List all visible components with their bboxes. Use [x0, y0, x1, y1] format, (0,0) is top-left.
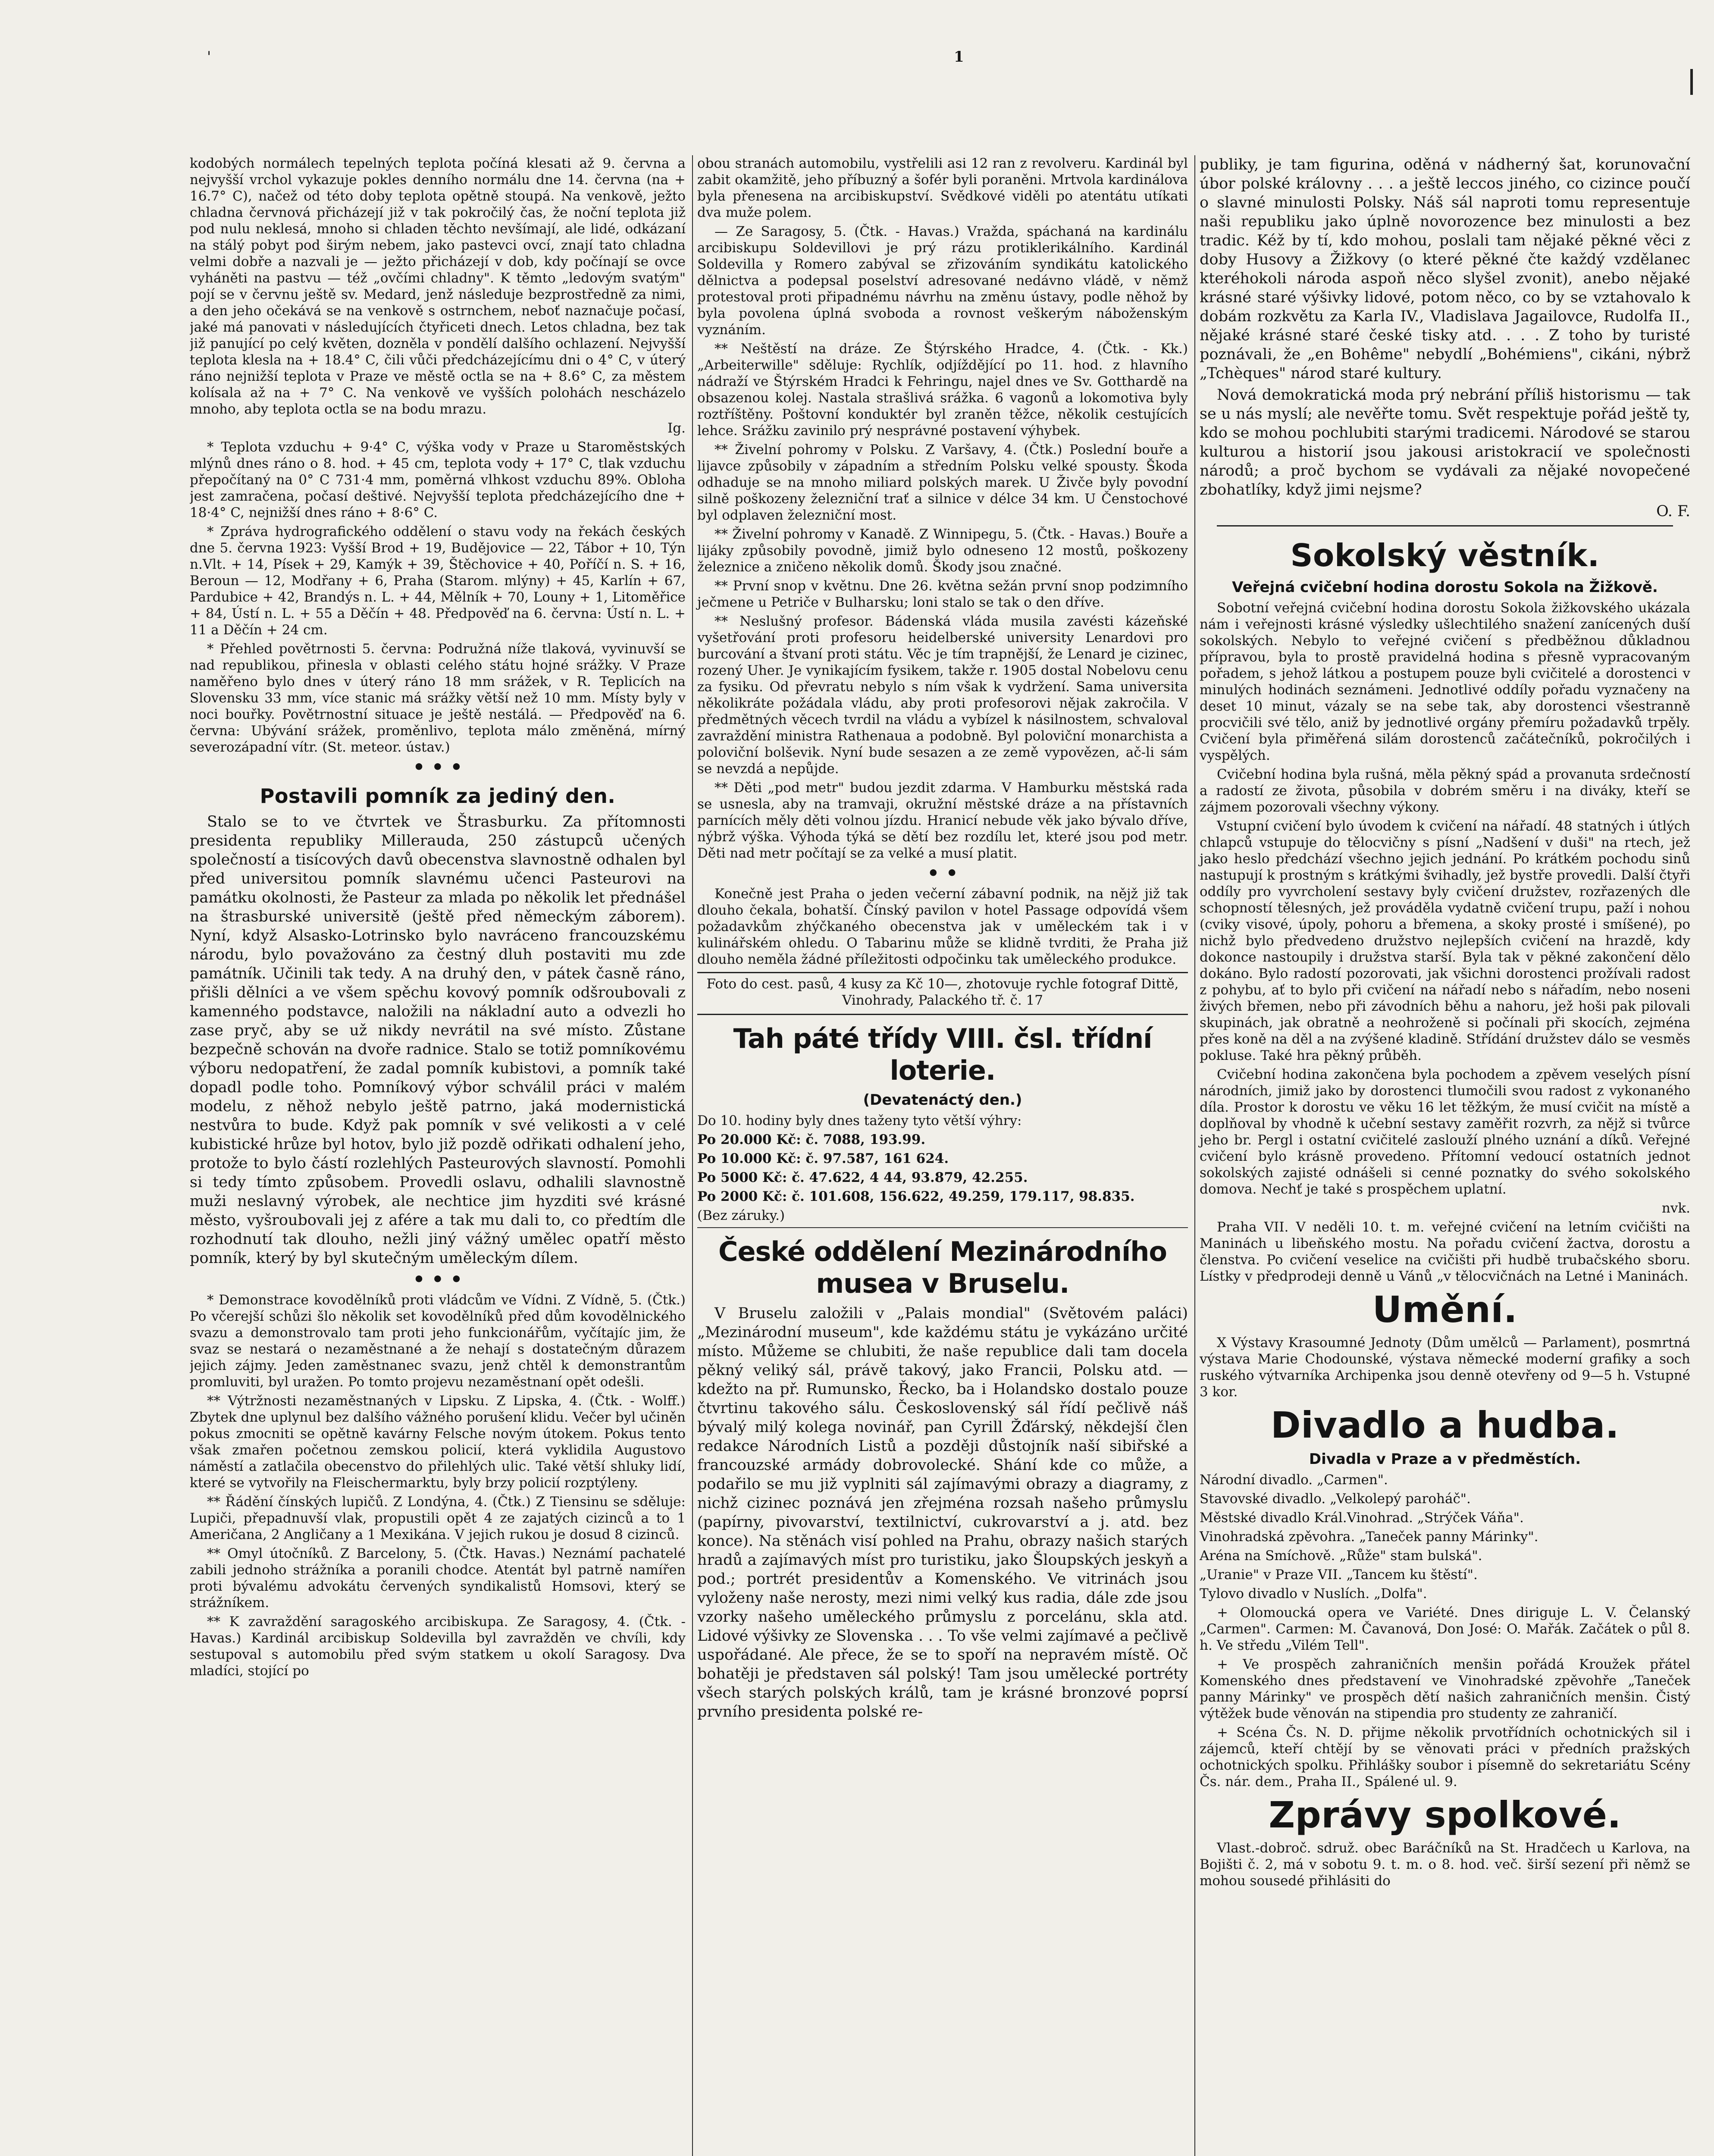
- headline-museum: České oddělení Mezinárodního musea v Bruselu.: [718, 1236, 1167, 1299]
- separator-stars: • • •: [413, 1269, 463, 1291]
- weather-overview: * Přehled povětrnosti 5. června: Podružná níže tlaková, vyvinuvší se nad republikou, přinesla v oblasti celého státu hojné srážky. V Praze naměřeno bylo dnes v úterý ráno 18 mm srážek, v R. Teplicích na Slovensku 33 mm, více stanic má srážky větší než 10 mm. Místy byly v noci bouřky. Povětrnostní situace je ještě nestálá. — Předpověď na 6. června: Ubývání srážek, proměnlivo, teplota málo změněná, mírný severozápadní vítr. (St. meteor. ústav.): [190, 641, 686, 755]
- hamburg-children: ** Děti „pod metr" budou jezdit zdarma. V Hamburku městská rada se usnesla, aby na tramvaji, okružní městské dráze a na přístavních parnících měly děti volnou jízdu. Hranicí nebude věk jako bývalo dříve, nýbrž výška. Výhoda týká se dětí bez rozdílu let, které jsou pod metr. Děti nad metr počítají se za velké a musí platit.: [697, 780, 1188, 861]
- headline-clubs: Zprávy spolkové.: [1269, 1794, 1621, 1836]
- column-3: [1194, 155, 1690, 2156]
- newspaper-page: [190, 155, 1690, 2156]
- sokol-paragraph: Vstupní cvičení bylo úvodem k cvičení na nářadí. 48 statných i útlých chlapců vstupuje do tělocvičny s písní „Nadšení v duši" na rtech, jež jako heslo předchází všechno jejich jednání. Po krátkém pochodu sinů nastupují k prostným s krátkými švihadly, jež bystře provedli. Další čtyři oddíly pro vyvrcholení sestavy byly cvičení družstev, rozřazených dle schopností tělesných, jež prováděla vydatně cvičení trupu, paží i nohou (cviky visové, úpoly, pohoru a břemena, a skoky prosté i smíšené), po nichž bylo předvedeno družstvo nejlepších cvičení na hrazdě, kdy dokonce nastoupily i družstva starší. Byla tak v pěkné zakončení dělo dokáno. Bylo radostí pozorovati, jak všichni dorostenci prožívali radost z pohybu, ať to bylo při cvičení na nářadí nebo s nářadím, nebo noseni živých břemen, nebo při závodních běhu a nahoru, jež hoši pak pilovali skupinách, jak obratně a neohroženě si počínali při skocích, zejména přes koně na děl a na zvýšené kladině. Střídání družstev dálo se vesměs pokluse. Také hra pěkný průběh.: [1200, 818, 1690, 1063]
- right-edge-mark: [1690, 69, 1693, 95]
- vienna-demonstration: * Demonstrace kovodělníků proti vládcům ve Vídni. Z Vídně, 5. (Čtk.) Po včerejší schůzi šlo několik set kovodělníků před dům kovodělnického svazu a demonstrovalo tam proti jeho funkcionářům, vyčítajíc jim, že svaz se nestará o nezaměstnané a že nehají s dostatečným důrazem jejich zájmy. Jeden zaměstnanec svazu, jenž chtěl k demonstrantům promluviti, byl uražen. Po tomto projevu nezaměstnaní opět odešli.: [190, 1292, 686, 1390]
- theatre-row: Národní divadlo. „Carmen".: [1200, 1472, 1388, 1488]
- divider: [697, 1227, 1188, 1228]
- theatre-row: Tylovo divadlo v Nuslích. „Dolfa".: [1200, 1586, 1427, 1601]
- theatre-row: Aréna na Smíchově. „Růže" stam bulská".: [1200, 1548, 1482, 1564]
- theatre-row: Městské divadlo Král.Vinohrad. „Strýček Váňa".: [1200, 1510, 1524, 1526]
- headline-theatre: Divadlo a hudba.: [1270, 1404, 1620, 1446]
- lottery-row: Po 2000 Kč: č. 101.608, 156.622, 49.259, 179.117, 98.835.: [697, 1189, 1135, 1204]
- canada-disaster: ** Živelní pohromy v Kanadě. Z Winnipegu, 5. (Čtk. - Havas.) Bouře a lijáky způsobily povodně, jimiž bylo odneseno 12 mostů, poškozeny železnice a zničeno několik domů. Škody jsou značné.: [697, 526, 1188, 575]
- chinese-robbers: ** Řádění čínských lupičů. Z Londýna, 4. (Čtk.) Z Tiensinu se sděluje: Lupiči, přepadnuvší vlak, propustili opět 4 ze zajatých cizinců a to 1 Američana, 2 Angličany a 1 Mexikána. V jejich rukou je dosud 8 cizinců.: [190, 1494, 686, 1542]
- theatre-row: „Uranie" v Praze VII. „Tancem ku štěstí".: [1200, 1567, 1478, 1583]
- archbishop-murder: ** K zavraždění saragoského arcibiskupa. Ze Saragosy, 4. (Čtk. - Havas.) Kardinál arcibiskup Soldevilla byl zavražděn ve chvíli, kdy sestupoval s automobilu před svým statkem u okolí Saragosy. Dva mladíci, stojící po: [190, 1614, 686, 1679]
- museum-signature: O. F.: [1656, 503, 1690, 520]
- weather-signature: Ig.: [667, 420, 686, 436]
- air-temperature-report: * Teplota vzduchu + 9·4° C, výška vody v Praze u Staroměstských mlýnů dnes ráno o 8. hod. + 45 cm, teplota vody + 17° C, tlak vzduchu přepočítaný na 0° C 731·4 mm, poměrná vlhkost vzduchu 89%. Obloha jest zamračena, počasí deštivé. Nejvyšší teplota předcházejícího dne + 18·4° C, nejnižší dnes ráno + 8·6° C.: [190, 439, 686, 520]
- minority-benefit: + Ve prospěch zahraničních menšin pořádá Kroužek přátel Komenského dnes představení ve Vinohradské zpěvohře „Taneček panny Márinky" ve prospěch dětí našich zahraničních menšin. Čistý výtěžek bude věnován na stipendia pro studenty ze zahraničí.: [1200, 1657, 1690, 1721]
- professor-article: ** Neslušný profesor. Bádenská vláda musila zavésti kázeňské vyšetřování proti profesoru heidelberské university Lenardovi pro burcování a štvaní proti státu. Věc je tím trapnější, že Lenard je cizinec, rozený Uher. Je vynikajícím fysikem, takže r. 1905 dostal Nobelovu cenu za fysiku. Od převratu nebylo s ním však k vydržení. Sama universita několikráte požádala vládu, aby proti profesorovi nějak zakročila. V předmětných věcech tvrdil na vládu a vybízel k násilnostem, schvaloval zavraždění ministra Rathenaua a podobně. Byl poloviční monarchista a poloviční bolševik. Nyní bude sesazen a ze země vypovězen, ač-li sám se nevzdá a nepůjde.: [697, 614, 1188, 777]
- photo-ad-text: Foto do cest. pasů, 4 kusy za Kč 10—, zhotovuje rychle fotograf Dittě, Vinohrady, Palackého tř. č. 17: [706, 976, 1179, 1008]
- lottery-subtitle: (Devatenáctý den.): [863, 1091, 1022, 1109]
- lottery-intro: Do 10. hodiny byly dnes taženy tyto větší výhry:: [697, 1113, 1022, 1128]
- headline-art: Umění.: [1372, 1288, 1518, 1331]
- archbishop-continued: obou stranách automobilu, vystřelili asi 12 ran z revolveru. Kardinál byl zabit okamžitě, jeho příbuzný a šofér byli poraněni. Mrtvola kardinálova byla přenesena na arcibiskupství. Svědkové viděli po atentátu utíkati dva muže polem.: [697, 156, 1188, 220]
- photo-advertisement: [697, 972, 1188, 1015]
- column-1: [190, 155, 686, 2156]
- headline-lottery: Tah páté třídy VIII. čsl. třídní loterie.: [733, 1023, 1152, 1086]
- barcelona-attack: ** Omyl útočníků. Z Barcelony, 5. (Čtk. Havas.) Neznámí pachatelé zabili jednoho strážníka a poranili chodce. Atentát byl patrně namířen proti bývalému advokátu červených syndikalistů Homsovi, který se strážníkem.: [190, 1546, 686, 1611]
- museum-article: V Bruselu založili v „Palais mondial" (Světovém paláci) „Mezinárodní museum", kde každému státu je vykázáno určité místo. Můžeme se chlubiti, že naše republice dali tam docela pěkný veliký sál, právě takový, jako Francii, Polsku atd. — kdežto na př. Rumunsko, Řecko, ba i Holandsko dostalo pouze čtvrtinu takového sálu. Československý sál řídí pečlivě náš bývalý milý kolega novinář, pan Cyrill Žďárský, někdejší člen redakce Národních Listů a později důstojník naší sibiřské a francouzské armády dobrovolecké. Shání kde co může, a podařilo se mu již vyplniti sál zajímavými obrazy a diagramy, z nichž cizinec poznává jen zřejména rozsah našeho průmyslu (papírny, pivovarství, textilnictví, cukrovarství a j. atd. bez konce). Na stěnách visí pohled na Prahu, obrazy našich starých hradů a zajímavých míst pro turistiku, jako Šloupských jeskyň a pod.; portrét presidentův a Komenského. Ve vitrinách jsou vyloženy naše nerosty, mezi nimi velký kus radia, dále zde jsou vzorky našeho uměleckého průmyslu z porcelánu, skla atd. Lidové výšivky ze Slovenska . . . To vše velmi zajímavé a pečlivě uspořádané. Ale přece, že se to spoří na nepravém místě. Oč bohatěji je představen sál polský! Tam jsou umělecké portréty všech starých polských králů, tam je krásné bronzové poprsí prvního presidenta polské re-: [697, 1305, 1188, 1720]
- sokol-paragraph: Cvičební hodina zakončena byla pochodem a zpěvem veselých písní národních, jimiž jako by dorostenci tlumočili svou radost z vykonaného díla. Prostor k dorostu ve věku 16 let těžkým, že musí cvičit na místě a doplňoval by vhodně k učební sestavy zaměřit rozvrh, za nějž si tvůrce jeho br. Pergl i ostatní cvičitelé zaslouží plného uznání a díků. Veřejné cvičení bylo krásně provedeno. Přítomní vedoucí ostatních jednot sokolských zajisté odnášeli si cenné poznatky do svého sokolského domova. Nechť je také s prospěchem uplatní.: [1200, 1067, 1690, 1197]
- leipzig-riots: ** Výtržnosti nezaměstnaných v Lipsku. Z Lipska, 4. (Čtk. - Wolff.) Zbytek dne uplynul bez dalšího vážného porušení klidu. Večer byl učiněn pokus zmocniti se opětně kavárny Felsche novým útokem. Pokus tento však zmařen početnou zemskou policií, která vyklidila Augustovo náměstí a zatlačila obecenstvo do přilehlých ulic. Také větší shluky lidí, které se vytvořily na Fleischermarktu, byly brzy policií rozptýleny.: [190, 1393, 686, 1491]
- sokol-paragraph: Sobotní veřejná cvičební hodina dorostu Sokola žižkovského ukázala nám i veřejnosti krásné výsledky ušlechtilého snažení zanícených duší sokolských. Nebylo to veřejné cvičení s předběžnou důkladnou přípravou, byla to prostě pravidelná hodina s přesně vypracovaným pořadem, s jehož látkou a postupem pouze byli cvičitelé a dorostenci v minulých hodinách seznámeni. Jednotlivé oddíly pořadu vyznačeny na deset 10 minut, vázaly se na sebe tak, aby dorostenci všestranně procvičili své tělo, aniž by jednotlivé orgány přemíru požadavků trpěly. Cvičení byla přiměřená silám dorostenců začátečníků, pokročilých i vyspělých.: [1200, 600, 1690, 763]
- sokol-subtitle: Veřejná cvičební hodina dorostu Sokola na Žižkově.: [1232, 579, 1658, 596]
- top-left-mark: ': [207, 48, 211, 66]
- clubs-notice: Vlast.-dobroč. sdruž. obec Baráčníků na St. Hradčech u Karlova, na Bojišti č. 2, má v sobotu 9. t. m. o 8. hod. več. širší sezení při němž se mohou sousedé přihlásiti do: [1200, 1840, 1690, 1889]
- separator-stars: • • •: [413, 756, 463, 778]
- top-mid-mark: 1: [954, 48, 964, 66]
- monument-article: Stalo se to ve čtvrtek ve Štrasburku. Za přítomnosti presidenta republiky Millerauda, 250 zástupců učených společností a tisícových davů obecenstva slavnostně odhalen byl před universitou pomník slavnému učenci Pasteurovi na památku okolnosti, že Pasteur za mlada po několik let přednášel na štrasburské universitě (ještě před německým záborem). Nyní, když Alsasko-Lotrinsko bylo navráceno francouzskému národu, bylo považováno za čestný dluh postaviti mu zde památník. Učinili tak tedy. A na druhý den, v pátek časně ráno, přišli dělníci a ve všem spěchu kovový pomník odšroubovali z kamenného podstavce, naložili na nákladní auto a odvezli ho zase pryč, aby se už nikdy nevrátil na své místo. Zůstane bezpečně schován na dvoře radnice. Stalo se totiž pomníkovému výboru nedopatření, že zadal pomník kubistovi, a pomník také dopadl podle toho. Pomníkový výbor schválil práci v malém modelu, z něhož nebylo ještě patrno, jaká modernistická nestvůra to bude. Když pak pomník v své velikosti a v celé kubistické hrůze byl hotov, bylo již pozdě odřikati odhalení jeho, protože to bylo částí rozlehlých Pasteurových slavností. Pomohli si tedy tímto způsobem. Provedli oslavu, odhalili slavnostně muži neslavný výrobek, ale nechtice jim hyzditi své krásné město, vyšroubovali jej z afére a tak mu dali to, co předtím dle rozhodnutí tak dlouho, nežli jiný vážný umělec opatří město pomník, který by byl skutečným uměleckým dílem.: [190, 813, 686, 1267]
- poland-disaster: ** Živelní pohromy v Polsku. Z Varšavy, 4. (Čtk.) Poslední bouře a lijavce způsobily v západním a středním Polsku velké spousty. Škoda odhaduje se na mnoho miliard polských marek. U Živče byly povodní silně poškozeny železniční trať a silnice v délce 34 km. U Čenstochové byl odplaven železniční most.: [697, 442, 1188, 523]
- weather-article: kodobých normálech tepelných teplota počíná klesati až 9. června a nejvyšší vrchol vykazuje pokles denního normálu dne 14. června (na + 16.7° C), načež od této doby teplota opětně stoupá. Na venkově, ježto chladna červnová přicházejí již v tak pokročilý čas, že noční teplota již pod nulu neklesá, mnoho si chladen těchto nevšímají, ale lidé, odkázaní na stálý pobyt pod širým nebem, jako pastevci ovcí, znají tato chladna velmi dobře a nazvali je — ježto přicházejí v dob, kdy počínají se ovce vyháněti na pastvu — též „ovčími chladny". K těmto „ledovým svatým" pojí se v červnu ještě sv. Medard, jenž následuje bezprostředně za nimi, a den jeho očekává se na venkově s ostrnchem, neboť naznačuje počasí, jaké má panovati v následujících čtyřiceti dnech. Letos chladna, bez tak již panující po celý květen, dozněla v pondělí dalšího ochlazení. Nejvyšší teplota klesla na + 18.4° C, čili vůči předcházejícímu dni o 4° C, v úterý ráno nejnižší teplota v Praze ve městě octla se na + 8.6° C, za městem kolísala až na + 7° C. Na venkově ve vyšších polohách nescházelo mnoho, aby teplota octla se na bodu mrazu.: [190, 156, 686, 417]
- lottery-row: Po 10.000 Kč: č. 97.587, 161 624.: [697, 1151, 949, 1166]
- separator-stars: • •: [927, 862, 958, 884]
- sokol-paragraph: Cvičební hodina byla rušná, měla pěkný spád a provanuta srdečností a radostí ze života, působila v dobrém směru i na diváky, kteří se zájmem pozorovali všechny výkony.: [1200, 767, 1690, 815]
- art-exhibition: X Výstavy Krasoumné Jednoty (Dům umělců — Parlament), posmrtná výstava Marie Chodounské, výstava německé moderní grafiky a soch ruského výtvarníka Archipenka jsou denně otevřeny od 9—5 h. Vstupné 3 kor.: [1200, 1335, 1690, 1400]
- sokol-signature: nvk.: [1661, 1200, 1690, 1216]
- theatre-row: Stavovské divadlo. „Velkolepý paroháč".: [1200, 1491, 1471, 1507]
- olomouc-opera: + Olomoucká opera ve Variété. Dnes diriguje L. V. Čelanský „Carmen". Carmen: M. Čavanová, Don José: O. Mařák. Začátek o půl 8. h. Ve středu „Vilém Tell".: [1200, 1605, 1690, 1653]
- column-2: [692, 155, 1188, 2156]
- museum-continued: publiky, je tam figurina, oděná v nádherný šat, korunovační úbor polské královny . . . a ještě leccos jiného, co cizince poučí o slavné minulosti Polsky. Náš sál naproti tomu representuje naši republiku jako úplně novorozence bez minulosti a bez tradic. Kéž by tí, kdo mohou, poslali tam nějaké pěkné věci z doby Husovy a Žižkovy (o které pěkné čte každý vzdělanec kteréhokoli národa aspoň něco slyšel zvonit), anebo nějaké krásné staré výšivky lidové, potom něco, co by se vztahovalo k dobám rozkvětu za Karla IV., Vladislava Jagailovce, Rudolfa II., nějaké krásné staré české tisky atd. . . . Z toho by turisté poznávali, že „en Bohême" nebydlí „Bohémiens", cikáni, nýbrž „Tchèques" národ staré kultury.: [1200, 156, 1690, 382]
- railway-accident: ** Neštěstí na dráze. Ze Štýrského Hradce, 4. (Čtk. - Kk.) „Arbeiterwille" sděluje: Rychlík, odjíždějící po 11. hod. z hlavního nádraží ve Štýrském Hradci k Fehringu, najel dnes ve Sv. Gotthardě na obsazenou kolej. Nastala strašlivá srážka. 6 vagonů a lokomotiva byly roztříštěny. Poštovní konduktér byl zraněn těžce, několik cestujících lehce. Srážku zavinilo prý nesprávné postavení výhybek.: [697, 341, 1188, 439]
- saragosa-report: — Ze Saragosy, 5. (Čtk. - Havas.) Vražda, spáchaná na kardinálu arcibiskupu Soldevillovi je prý rázu protiklerikálního. Kardinál Soldevilla y Romero zabýval se zřizováním syndikátu katolického dělnictva a podepsal poselství adresované nedávno vládě, v němž protestoval proti připadnému návrhu na změnu ústavy, podle něhož by byla povolena úplná svoboda a rovnost veškerým náboženským vyznáním.: [697, 224, 1188, 338]
- lottery-row: Po 20.000 Kč: č. 7088, 193.99.: [697, 1132, 926, 1147]
- scene-notice: + Scéna Čs. N. D. přijme několik prvotřídních ochotnických sil i zájemců, kteří chtějí by se věnovati práci v předních pražských ochotnických spolku. Přihlášky soubor i písemně do sekretariátu Scény Čs. nár. dem., Praha II., Spálené ul. 9.: [1200, 1725, 1690, 1789]
- divider: [1217, 525, 1673, 526]
- museum-conclusion: Nová demokratická moda prý nebrání příliš historismu — tak se u nás myslí; ale nevěřte tomu. Svět respektuje pořád ještě ty, kdo se mohou pochlubiti starými tradicemi. Národové se starou kulturou a historií jsou jakousi aristokracií ve společnosti národů; a proč bychom se vydávali za nějaké novopečené zbohatlíky, když jimi nejsme?: [1200, 386, 1690, 498]
- sokol-prague-vii: Praha VII. V neděli 10. t. m. veřejné cvičení na letním cvičišti na Maninách u libeňského mostu. Na pořadu cvičení žactva, dorostu a členstva. Po cvičení veselice na cvičišti při hudbě trubačského sboru. Lístky v předprodeji denně u Vánů „v tělocvičnách na Letné i Maninách.: [1200, 1219, 1690, 1284]
- headline-monument: Postavili pomník za jediný den.: [260, 784, 616, 808]
- lottery-note: (Bez záruky.): [697, 1208, 785, 1223]
- first-sheaf: ** První snop v květnu. Dne 26. května sežán první snop podzimního ječmene u Petriče v Bulharsku; loni stalo se tak o den dříve.: [697, 578, 1188, 610]
- theatre-listing: [1200, 1472, 1690, 1602]
- theatre-subtitle: Divadla v Praze a v předměstích.: [1309, 1451, 1581, 1468]
- hydrographic-report: * Zpráva hydrografického oddělení o stavu vody na řekách českých dne 5. června 1923: Vyšší Brod + 19, Budějovice — 22, Tábor + 10, Týn n.Vlt. + 14, Písek + 29, Kamýk + 39, Štěchovice + 40, Poříčí n. S. + 16, Beroun — 12, Modřany + 6, Praha (Starom. mlýny) + 45, Karlín + 67, Pardubice + 42, Brandýs n. L. + 44, Mělník + 70, Louny + 1, Litoměřice + 84, Ústí n. L. + 55 a Děčín + 48. Předpověď na 6. června: Ústí n. L. + 11 a Děčín + 24 cm.: [190, 524, 686, 638]
- lottery-results: [697, 1112, 1188, 1224]
- headline-sokol: Sokolský věstník.: [1290, 537, 1600, 573]
- prague-entertainment: Konečně jest Praha o jeden večerní zábavní podnik, na nějž již tak dlouho čekala, bohatší. Čínský pavilon v hotel Passage odpovídá všem požadavkům zhýčkaného obecenstva jak v uměleckém tak i v kulinářském ohledu. O Tabarinu může se klidně tvrditi, že Praha již dlouho neměla žádné příležitosti odpočinku tak uměleckého produkce.: [697, 886, 1188, 967]
- lottery-row: Po 5000 Kč: č. 47.622, 4 44, 93.879, 42.255.: [697, 1170, 1028, 1185]
- theatre-row: Vinohradská zpěvohra. „Taneček panny Márinky".: [1200, 1529, 1539, 1545]
